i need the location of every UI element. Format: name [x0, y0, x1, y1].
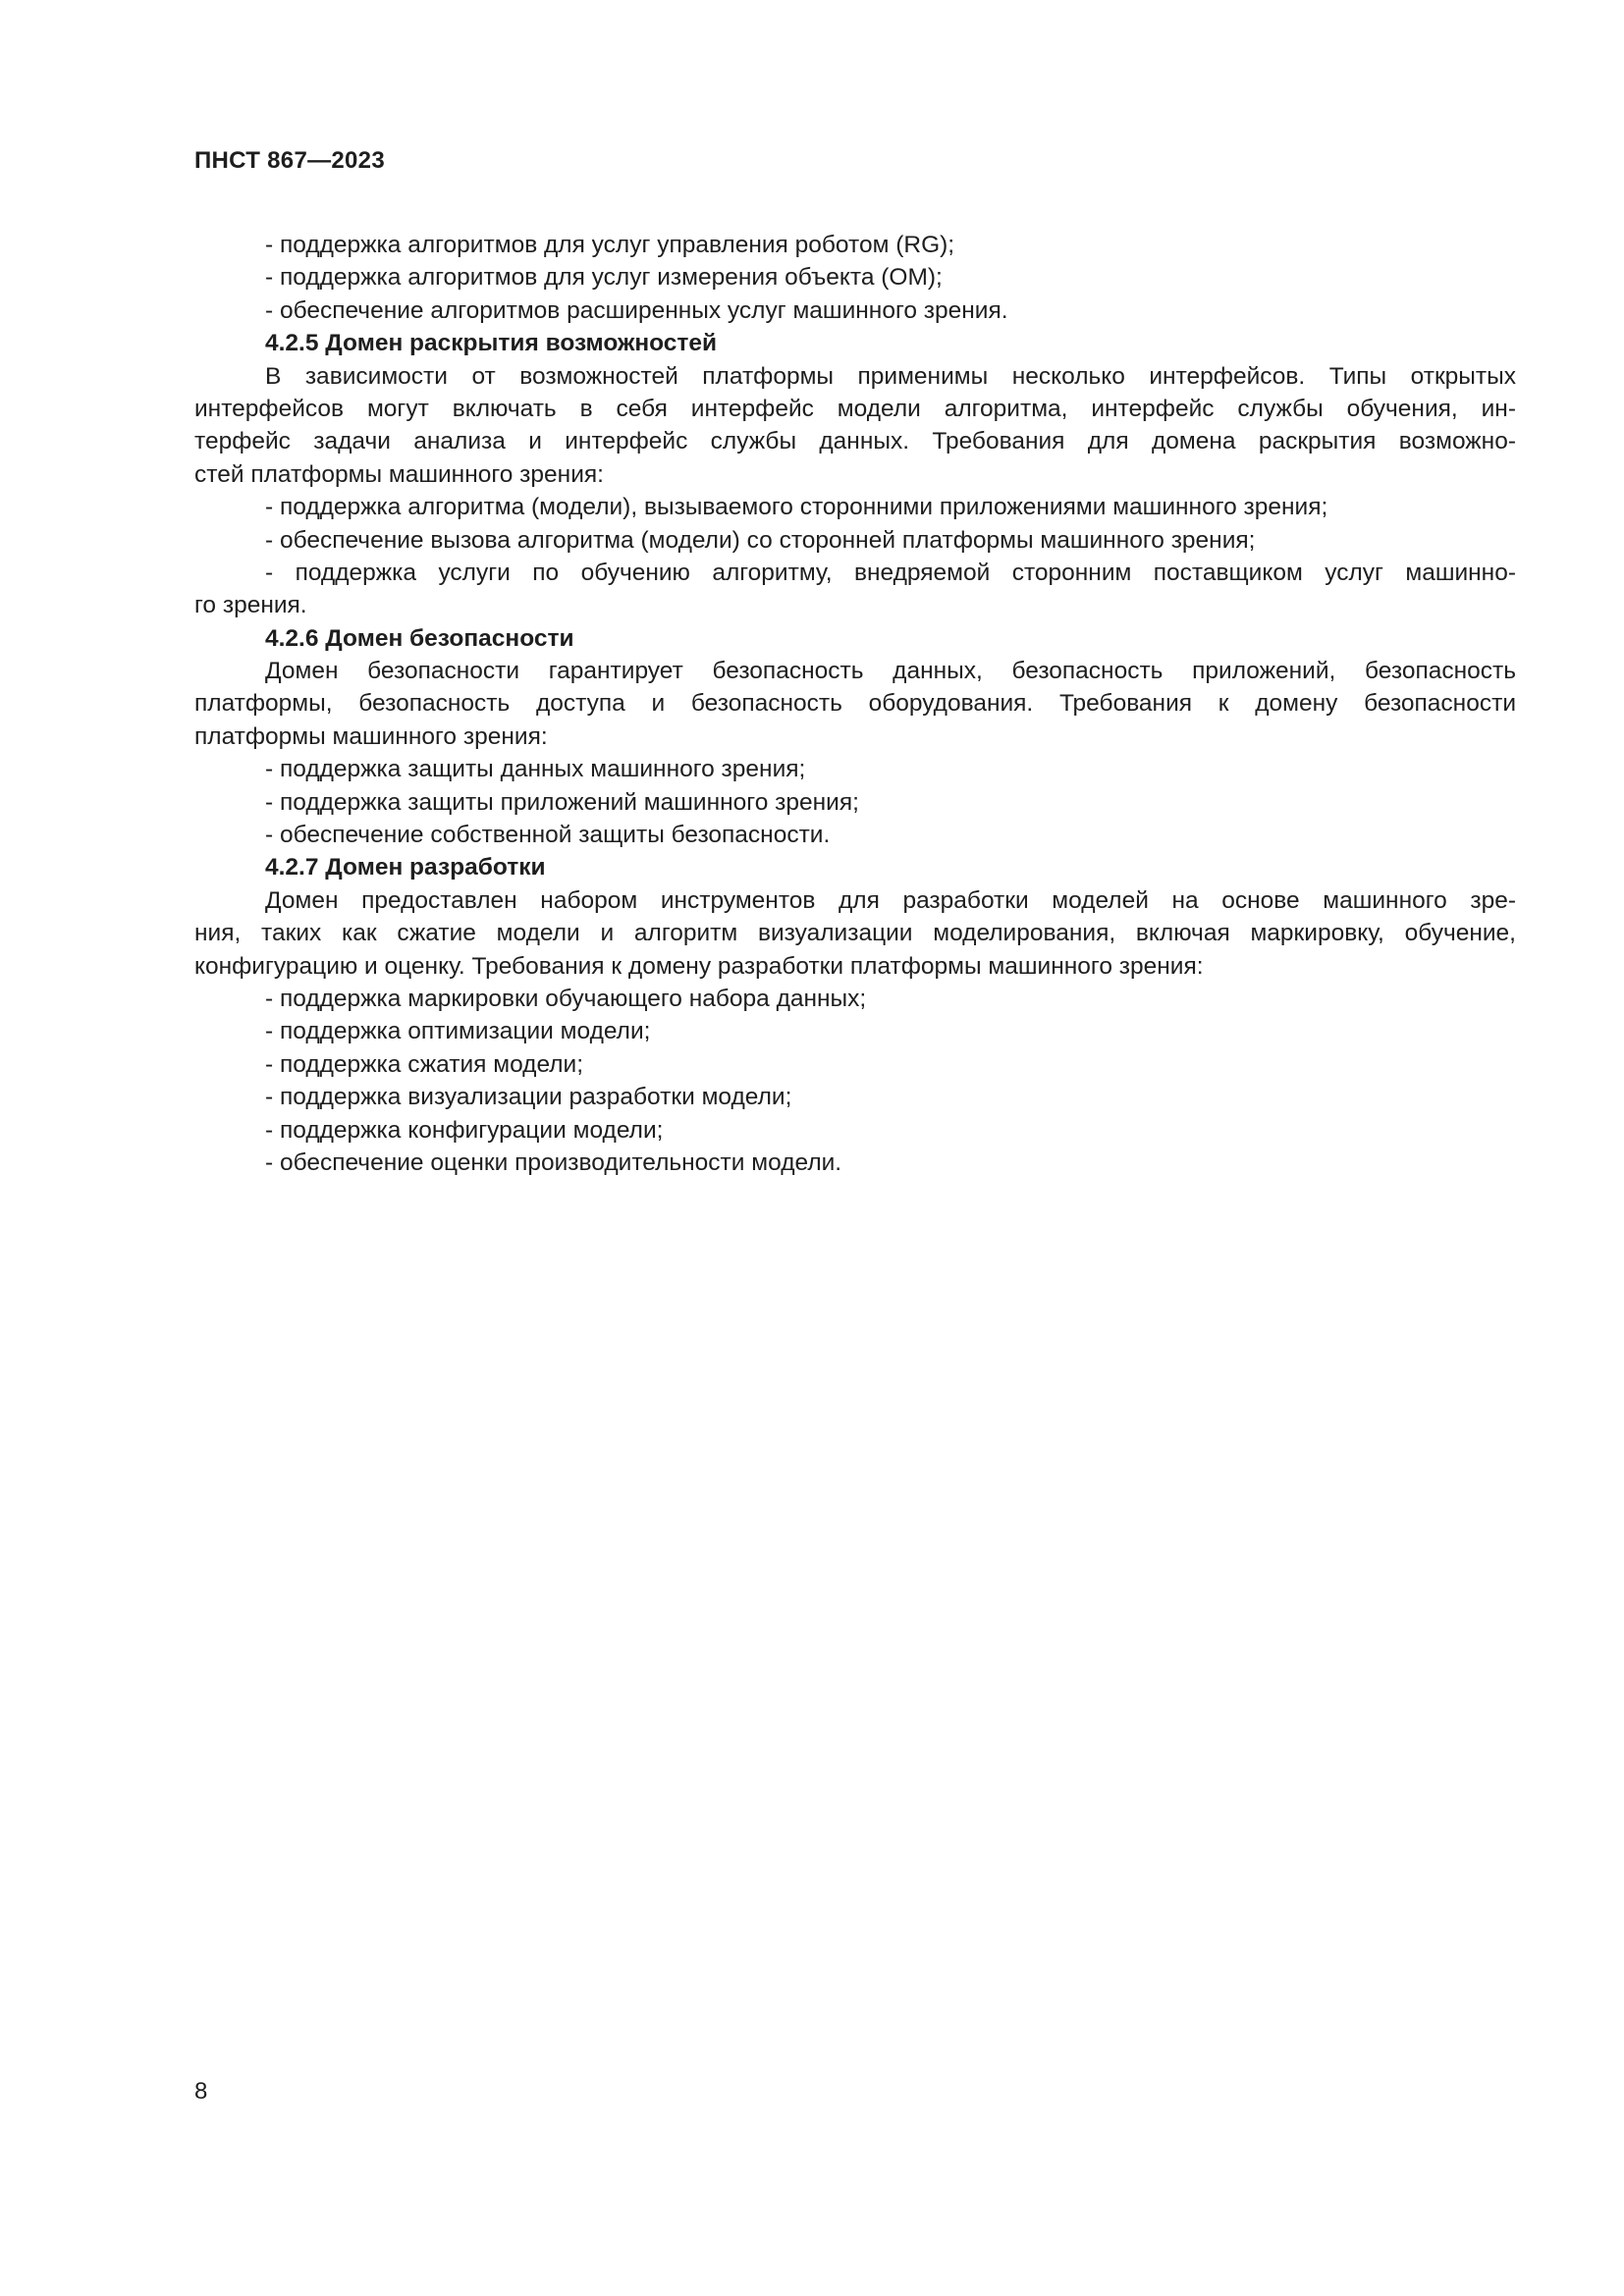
document-body	[194, 229, 1516, 1179]
bullet-item: - поддержка оптимизации модели;	[265, 1018, 651, 1045]
paragraph-line: интерфейсов могут включать в себя интерфейс модели алгоритма, интерфейс службы обучения, ин-	[194, 395, 1516, 422]
paragraph-line: терфейс задачи анализа и интерфейс службы данных. Требования для домена раскрытия возможно-	[194, 428, 1516, 455]
bullet-item: - обеспечение вызова алгоритма (модели) со сторонней платформы машинного зрения;	[265, 526, 1256, 554]
document-header: ПНСТ 867—2023	[194, 147, 385, 174]
page-number: 8	[194, 2078, 208, 2105]
bullet-item: - поддержка маркировки обучающего набора данных;	[265, 985, 867, 1012]
bullet-item: - поддержка услуги по обучению алгоритму, внедряемой сторонним поставщиком услуг машинно-	[265, 559, 1516, 586]
bullet-item: - поддержка конфигурации модели;	[265, 1116, 664, 1144]
bullet-item: - поддержка защиты приложений машинного зрения;	[265, 788, 859, 816]
paragraph-line: го зрения.	[194, 592, 307, 619]
section-heading: 4.2.5 Домен раскрытия возможностей	[265, 330, 718, 357]
bullet-item: - поддержка защиты данных машинного зрения;	[265, 756, 806, 783]
paragraph-line: Домен предоставлен набором инструментов для разработки моделей на основе машинного зре-	[265, 886, 1516, 914]
bullet-item: - обеспечение алгоритмов расширенных услуг машинного зрения.	[265, 296, 1008, 324]
paragraph-line: платформы машинного зрения:	[194, 722, 548, 750]
paragraph-line: ния, таких как сжатие модели и алгоритм визуализации моделирования, включая маркировку, обучение,	[194, 920, 1516, 947]
section-heading: 4.2.6 Домен безопасности	[265, 624, 574, 652]
bullet-item: - поддержка алгоритмов для услуг управления роботом (RG);	[265, 232, 955, 258]
bullet-item: - поддержка алгоритма (модели), вызываемого сторонними приложениями машинного зрения;	[265, 494, 1328, 521]
section-heading: 4.2.7 Домен разработки	[265, 854, 546, 881]
bullet-item: - обеспечение собственной защиты безопасности.	[265, 822, 831, 849]
bullet-item: - обеспечение оценки производительности модели.	[265, 1148, 842, 1176]
bullet-item: - поддержка сжатия модели;	[265, 1050, 584, 1078]
paragraph-line: платформы, безопасность доступа и безопасность оборудования. Требования к домену безопасности	[194, 690, 1516, 718]
bullet-item: - поддержка визуализации разработки модели;	[265, 1084, 792, 1111]
paragraph-line: В зависимости от возможностей платформы применимы несколько интерфейсов. Типы открытых	[265, 362, 1516, 390]
bullet-item: - поддержка алгоритмов для услуг измерения объекта (ОМ);	[265, 264, 943, 292]
paragraph-line: конфигурацию и оценку. Требования к домену разработки платформы машинного зрения:	[194, 952, 1204, 980]
paragraph-line: Домен безопасности гарантирует безопасность данных, безопасность приложений, безопасность	[265, 658, 1516, 685]
paragraph-line: стей платформы машинного зрения:	[194, 460, 604, 488]
